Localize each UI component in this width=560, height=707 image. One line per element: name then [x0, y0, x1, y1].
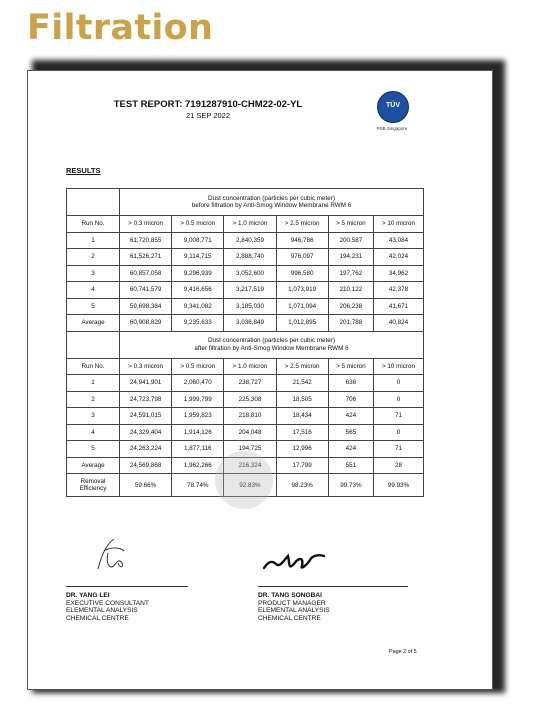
table-cell: 61,526,271 — [120, 249, 172, 266]
table-row — [67, 265, 424, 282]
table-cell: 17,799 — [276, 457, 328, 474]
table-cell: 201,788 — [328, 315, 373, 332]
table-cell: 225,308 — [224, 391, 276, 408]
signatory-centre: CHEMICAL CENTRE — [258, 614, 321, 622]
signatory-tang-songbai — [258, 592, 330, 622]
signature-line-2 — [258, 586, 408, 587]
table-cell: 9,296,939 — [172, 265, 224, 282]
report-page — [27, 70, 493, 690]
table-cell: 2,888,740 — [224, 249, 276, 266]
column-header: Run No. — [67, 216, 120, 233]
table-cell: 206,238 — [328, 298, 373, 315]
before-header-line-2: before filtration by Anti-Smog Window Membrane RWM 6 — [191, 202, 352, 209]
table-cell: 24,591,015 — [120, 408, 172, 425]
column-header: > 0.5 micron — [172, 358, 224, 375]
table-cell: 9,114,715 — [172, 249, 224, 266]
table-cell: 216,324 — [224, 457, 276, 474]
column-header-row — [67, 216, 424, 233]
table-cell: 0 — [374, 391, 424, 408]
report-title: TEST REPORT: 7191287910-CHM22-02-YL — [113, 99, 303, 110]
run-label: 4 — [67, 424, 120, 441]
table-cell: 18,505 — [276, 391, 328, 408]
signatory-department: ELEMENTAL ANALYSIS — [66, 607, 138, 615]
signature-yang-lei — [90, 533, 130, 573]
report-date: 21 SEP 2022 — [185, 111, 231, 120]
column-header: Run No. — [67, 358, 120, 375]
run-label: 2 — [67, 249, 120, 266]
column-header: > 5 micron — [328, 358, 373, 375]
signature-line-1 — [66, 586, 188, 587]
page-heading: Filtration — [27, 8, 214, 48]
run-label: 1 — [67, 232, 120, 249]
table-cell: 24,723,798 — [120, 391, 172, 408]
table-cell: 3,217,519 — [224, 282, 276, 299]
table-cell: 194,231 — [328, 249, 373, 266]
column-header: > 2.5 micron — [276, 216, 328, 233]
column-header-row — [67, 358, 424, 375]
run-label: 4 — [67, 282, 120, 299]
run-label: 5 — [67, 441, 120, 458]
before-filtration-header — [120, 189, 424, 216]
run-label: 2 — [67, 391, 120, 408]
table-cell: 1,071,094 — [276, 298, 328, 315]
run-label: 1 — [67, 375, 120, 392]
empty-cell — [67, 331, 120, 358]
table-row — [67, 282, 424, 299]
table-cell: 0 — [374, 424, 424, 441]
table-cell: 204,048 — [224, 424, 276, 441]
table-row — [67, 424, 424, 441]
table-cell: 218,810 — [224, 408, 276, 425]
efficiency-cell: 99.73% — [328, 474, 373, 497]
after-filtration-header — [120, 331, 424, 358]
run-label: 3 — [67, 265, 120, 282]
table-cell: 424 — [328, 441, 373, 458]
table-cell: 34,962 — [374, 265, 424, 282]
run-label: Average — [67, 315, 120, 332]
table-cell: 200,587 — [328, 232, 373, 249]
column-header: > 1.0 micron — [224, 358, 276, 375]
table-cell: 71 — [374, 441, 424, 458]
column-header: > 0.5 micron — [172, 216, 224, 233]
table-cell: 42,024 — [374, 249, 424, 266]
removal-efficiency-label: Removal Efficiency — [67, 474, 120, 497]
table-cell: 21,542 — [276, 375, 328, 392]
table-cell: 636 — [328, 375, 373, 392]
table-cell: 60,857,058 — [120, 265, 172, 282]
table-row — [67, 375, 424, 392]
table-cell: 9,416,656 — [172, 282, 224, 299]
table-cell: 2,840,359 — [224, 232, 276, 249]
table-row — [67, 232, 424, 249]
table-cell: 24,569,868 — [120, 457, 172, 474]
signatory-department: ELEMENTAL ANALYSIS — [258, 607, 330, 615]
before-rows — [67, 232, 424, 331]
column-header: > 5 micron — [328, 216, 373, 233]
table-cell: 996,580 — [276, 265, 328, 282]
table-cell: 3,052,600 — [224, 265, 276, 282]
signatory-title: PRODUCT MANAGER — [258, 599, 326, 607]
table-cell: 976,097 — [276, 249, 328, 266]
table-cell: 551 — [328, 457, 373, 474]
table-cell: 1,012,895 — [276, 315, 328, 332]
table-cell: 9,008,771 — [172, 232, 224, 249]
table-cell: 0 — [374, 375, 424, 392]
table-row — [67, 298, 424, 315]
after-header-line-1: Dust concentration (particles per cubic meter) — [207, 337, 336, 345]
efficiency-cell: 92.83% — [224, 474, 276, 497]
efficiency-cell: 99.93% — [374, 474, 424, 497]
table-cell: 424 — [328, 408, 373, 425]
table-cell: 60,908,829 — [120, 315, 172, 332]
table-cell: 41,671 — [374, 298, 424, 315]
table-cell: 1,914,126 — [172, 424, 224, 441]
table-cell: 1,962,266 — [172, 457, 224, 474]
column-header: > 10 micron — [374, 216, 424, 233]
table-cell: 24,941,901 — [120, 375, 172, 392]
table-cell: 1,073,919 — [276, 282, 328, 299]
column-header: > 10 micron — [374, 358, 424, 375]
signatory-name: DR. YANG LEI — [66, 592, 110, 599]
table-cell: 61,720,855 — [120, 232, 172, 249]
table-cell: 43,084 — [374, 232, 424, 249]
empty-cell — [67, 189, 120, 216]
table-cell: 12,996 — [276, 441, 328, 458]
tuv-logo: TÜV — [377, 91, 409, 123]
table-cell: 24,263,224 — [120, 441, 172, 458]
page-number: Page 2 of 5 — [389, 649, 417, 655]
after-header-row — [67, 331, 424, 358]
efficiency-cell: 78.74% — [172, 474, 224, 497]
run-label: Average — [67, 457, 120, 474]
table-cell: 565 — [328, 424, 373, 441]
signatory-title: EXECUTIVE CONSULTANT — [66, 599, 149, 607]
logo-caption: PSB Singapore — [376, 126, 408, 131]
table-cell: 197,762 — [328, 265, 373, 282]
table-cell: 18,434 — [276, 408, 328, 425]
table-cell: 17,516 — [276, 424, 328, 441]
table-row — [67, 408, 424, 425]
efficiency-cell: 59.66% — [120, 474, 172, 497]
signatory-yang-lei — [66, 592, 149, 622]
table-cell: 60,741,579 — [120, 282, 172, 299]
after-header-line-2: after filtration by Anti-Smog Window Membrane RWM 6 — [194, 344, 349, 352]
signatory-name: DR. TANG SONGBAI — [258, 592, 322, 599]
table-row — [67, 249, 424, 266]
table-cell: 1,877,116 — [172, 441, 224, 458]
table-cell: 40,824 — [374, 315, 424, 332]
table-cell: 706 — [328, 391, 373, 408]
table-cell: 194,725 — [224, 441, 276, 458]
before-header-line-1: Dust concentration (particles per cubic meter) — [207, 194, 336, 202]
table-cell: 3,036,849 — [224, 315, 276, 332]
table-cell: 9,235,633 — [172, 315, 224, 332]
table-cell: 238,727 — [224, 375, 276, 392]
signatory-centre: CHEMICAL CENTRE — [66, 614, 129, 622]
tuv-watermark — [215, 451, 273, 509]
run-label: 3 — [67, 408, 120, 425]
table-cell: 2,060,470 — [172, 375, 224, 392]
column-header: > 2.5 micron — [276, 358, 328, 375]
table-cell: 59,698,384 — [120, 298, 172, 315]
before-header-row — [67, 189, 424, 216]
table-cell: 3,185,030 — [224, 298, 276, 315]
table-cell: 28 — [374, 457, 424, 474]
table-cell: 946,786 — [276, 232, 328, 249]
results-label: RESULTS — [66, 166, 101, 175]
table-cell: 1,999,799 — [172, 391, 224, 408]
efficiency-cell: 98.23% — [276, 474, 328, 497]
column-header: > 0.3 micron — [120, 358, 172, 375]
table-cell: 71 — [374, 408, 424, 425]
column-header: > 0.3 micron — [120, 216, 172, 233]
table-cell: 1,959,823 — [172, 408, 224, 425]
table-cell: 210,122 — [328, 282, 373, 299]
table-cell: 9,341,082 — [172, 298, 224, 315]
table-cell: 24,329,404 — [120, 424, 172, 441]
signature-tang-songbai — [260, 546, 330, 576]
run-label: 5 — [67, 298, 120, 315]
table-cell: 42,378 — [374, 282, 424, 299]
column-header: > 1.0 micron — [224, 216, 276, 233]
table-row — [67, 315, 424, 332]
table-row — [67, 391, 424, 408]
